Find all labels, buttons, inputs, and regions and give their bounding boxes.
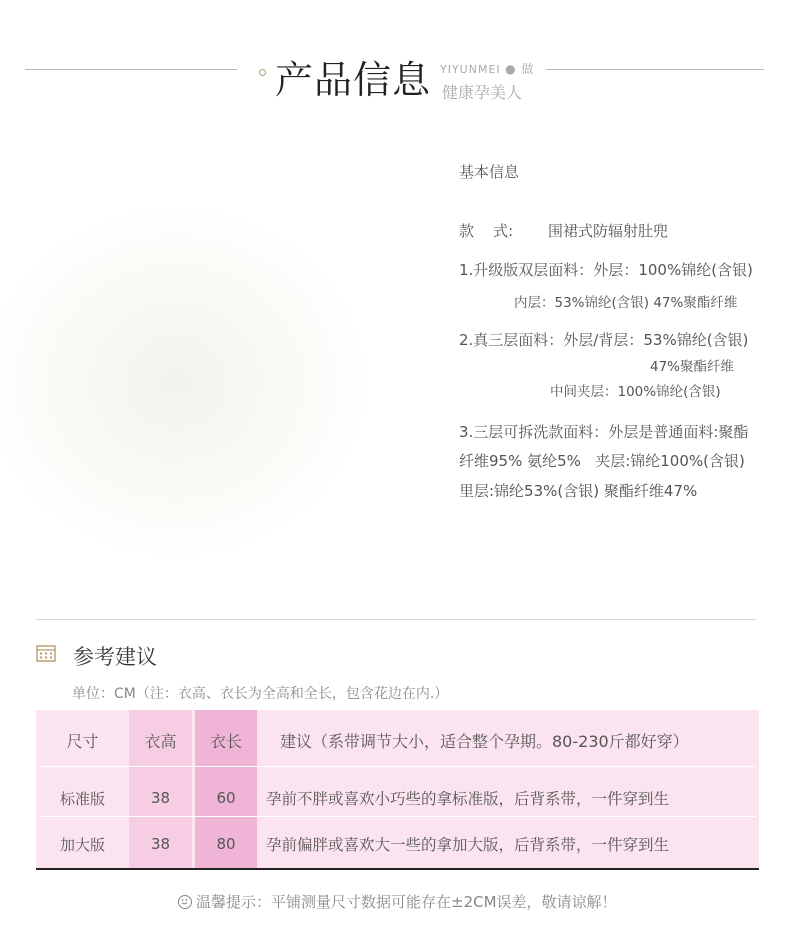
brand-slogan: 健康孕美人 — [442, 83, 523, 102]
section-divider — [36, 619, 756, 620]
row2-size: 加大版 — [59, 835, 105, 854]
page-title: 产品信息 — [275, 58, 432, 102]
fabric-line-3a: 3.三层可拆洗款面料：外层是普通面料:聚酯 — [459, 423, 749, 441]
brand-en-text: YIYUNMEI — [440, 63, 501, 76]
smile-icon — [178, 895, 192, 909]
row2-height: 38 — [150, 835, 171, 853]
table-bottom-line — [36, 868, 759, 870]
brand-char: ● 做 — [505, 62, 535, 76]
row2-advice: 孕前偏胖或喜欢大一些的拿加大版，后背系带，一件穿到生 — [266, 836, 670, 854]
tip-text: 温馨提示：平铺测量尺寸数据可能存在±2CM误差，敬请谅解！ — [196, 893, 617, 911]
header-size: 尺寸 — [66, 731, 99, 751]
header-length: 衣长 — [209, 731, 242, 751]
row1-size: 标准版 — [59, 789, 105, 808]
calendar-icon — [36, 644, 56, 662]
fabric-line-1a: 1.升级版双层面料：外层：100%锦纶(含银) — [459, 261, 753, 279]
advice-title: 参考建议 — [73, 645, 157, 669]
size-table — [36, 710, 759, 870]
header-advice: 建议（系带调节大小，适合整个孕期。80-230斤都好穿） — [280, 731, 689, 751]
brand-english — [440, 60, 534, 77]
row1-advice: 孕前不胖或喜欢小巧些的拿标准版，后背系带，一件穿到生 — [266, 790, 670, 808]
row-divider — [39, 766, 756, 767]
header-line-left — [25, 69, 237, 70]
row1-length: 60 — [216, 789, 236, 807]
product-photo — [0, 110, 440, 605]
header-line-right — [546, 69, 764, 70]
fabric-line-2c: 中间夹层：100%锦纶(含银) — [550, 384, 721, 400]
unit-note: 单位：CM（注：衣高、衣长为全高和全长，包含花边在内.） — [72, 686, 449, 702]
style-label: 款 式: — [459, 222, 514, 240]
fabric-line-1b: 内层：53%锦纶(含银) 47%聚酯纤维 — [514, 295, 738, 311]
info-section-title: 基本信息 — [459, 163, 520, 181]
fabric-line-2b: 47%聚酯纤维 — [650, 359, 735, 375]
row2-length: 80 — [216, 835, 236, 853]
fabric-line-2a: 2.真三层面料：外层/背层：53%锦纶(含银) — [459, 331, 749, 349]
warm-tip — [178, 891, 617, 912]
row-divider — [39, 816, 756, 817]
header-dot-icon — [259, 69, 266, 76]
fabric-line-3b: 纤维95% 氨纶5% 夹层:锦纶100%(含银) — [459, 452, 745, 470]
style-value: 围裙式防辐射肚兜 — [548, 222, 669, 240]
header-height: 衣高 — [144, 731, 177, 751]
row1-height: 38 — [150, 789, 171, 807]
fabric-line-3c: 里层:锦纶53%(含银) 聚酯纤维47% — [459, 482, 698, 500]
